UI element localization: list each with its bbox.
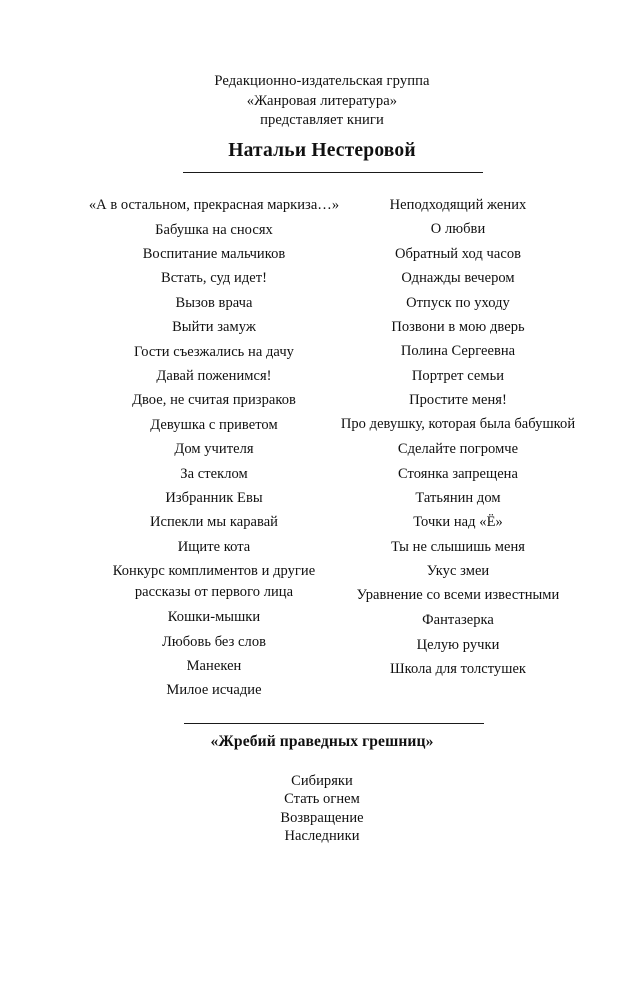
- series-title: «Жребий праведных грешниц»: [210, 733, 434, 750]
- book-list-item: Дом учителя: [174, 441, 254, 458]
- book-list-item: Воспитание мальчиков: [142, 245, 286, 262]
- book-list-item: Целую ручки: [416, 636, 500, 653]
- book-column-left: [84, 193, 344, 703]
- book-list-item: Любовь без слов: [161, 633, 267, 650]
- book-list-item: «А в остальном, прекрасная маркиза…»: [88, 196, 340, 213]
- book-list-item: Ты не слышишь меня: [390, 538, 525, 555]
- book-list-item: Милое исчадие: [166, 682, 262, 699]
- book-list-item: Фантазерка: [422, 612, 494, 629]
- book-list-item: Татьянин дом: [415, 489, 501, 506]
- book-list-item: Гости съезжались на дачу: [134, 343, 294, 360]
- book-list-item: Про девушку, которая была бабушкой: [340, 416, 576, 433]
- book-list-item: Давай поженимся!: [156, 367, 272, 384]
- book-list-item: О любви: [430, 221, 486, 238]
- book-list-item: Неподходящий жених: [389, 197, 527, 213]
- series-list-item: Сибиряки: [291, 773, 353, 789]
- book-list-item: Отпуск по уходу: [406, 294, 510, 311]
- book-list-item: Укус змеи: [426, 563, 490, 580]
- book-list-item: Избранник Евы: [165, 489, 263, 506]
- book-column-right: [340, 193, 576, 681]
- book-list-item: Манекен: [186, 658, 242, 674]
- book-list-item: Испекли мы каравай: [149, 514, 278, 531]
- book-list-item: Вызов врача: [175, 294, 253, 311]
- book-list-item: Стоянка запрещена: [398, 465, 518, 482]
- book-list-item: Портрет семьи: [411, 367, 505, 384]
- publisher-line-1: Редакционно-издательская группа: [214, 73, 430, 89]
- book-list-item: Бабушка на сносях: [155, 221, 273, 238]
- book-list-item: За стеклом: [180, 465, 248, 482]
- series-book-list: [0, 772, 644, 846]
- publisher-masthead: [0, 72, 644, 131]
- book-columns: [0, 193, 644, 713]
- book-list-item: Конкурс комплиментов и другие рассказы от первого лица: [112, 562, 316, 601]
- book-list-item: Девушка с приветом: [150, 416, 278, 433]
- book-list-item: Выйти замуж: [172, 319, 256, 336]
- divider-bottom: [184, 723, 484, 724]
- publisher-line-3: представляет книги: [260, 112, 384, 128]
- publisher-line-2: «Жанровая литература»: [246, 92, 398, 109]
- book-list-item: Однажды вечером: [401, 270, 515, 287]
- divider-top: [183, 172, 483, 173]
- book-list-item: Полина Сергеевна: [400, 343, 516, 360]
- book-list-item: Двое, не считая призраков: [132, 392, 296, 409]
- book-list-item: Встать, суд идет!: [160, 270, 268, 287]
- series-list-item: Наследники: [284, 828, 360, 845]
- book-list-item: Сделайте погромче: [397, 441, 519, 458]
- book-list-item: Обратный ход часов: [394, 245, 522, 262]
- book-list-item: Простите меня!: [409, 392, 507, 409]
- book-list-item: Ищите кота: [177, 538, 251, 555]
- series-list-item: Возвращение: [280, 809, 364, 826]
- book-list-item: Школа для толстушек: [389, 660, 527, 677]
- book-list-item: Точки над «Ё»: [413, 514, 503, 531]
- book-list-item: Позвони в мою дверь: [391, 319, 525, 336]
- book-list-item: Уравнение со всеми известными: [356, 587, 560, 604]
- author-name: Натальи Нестеровой: [228, 140, 416, 161]
- book-list-item: Кошки-мышки: [167, 609, 261, 626]
- series-list-item: Стать огнем: [284, 791, 360, 808]
